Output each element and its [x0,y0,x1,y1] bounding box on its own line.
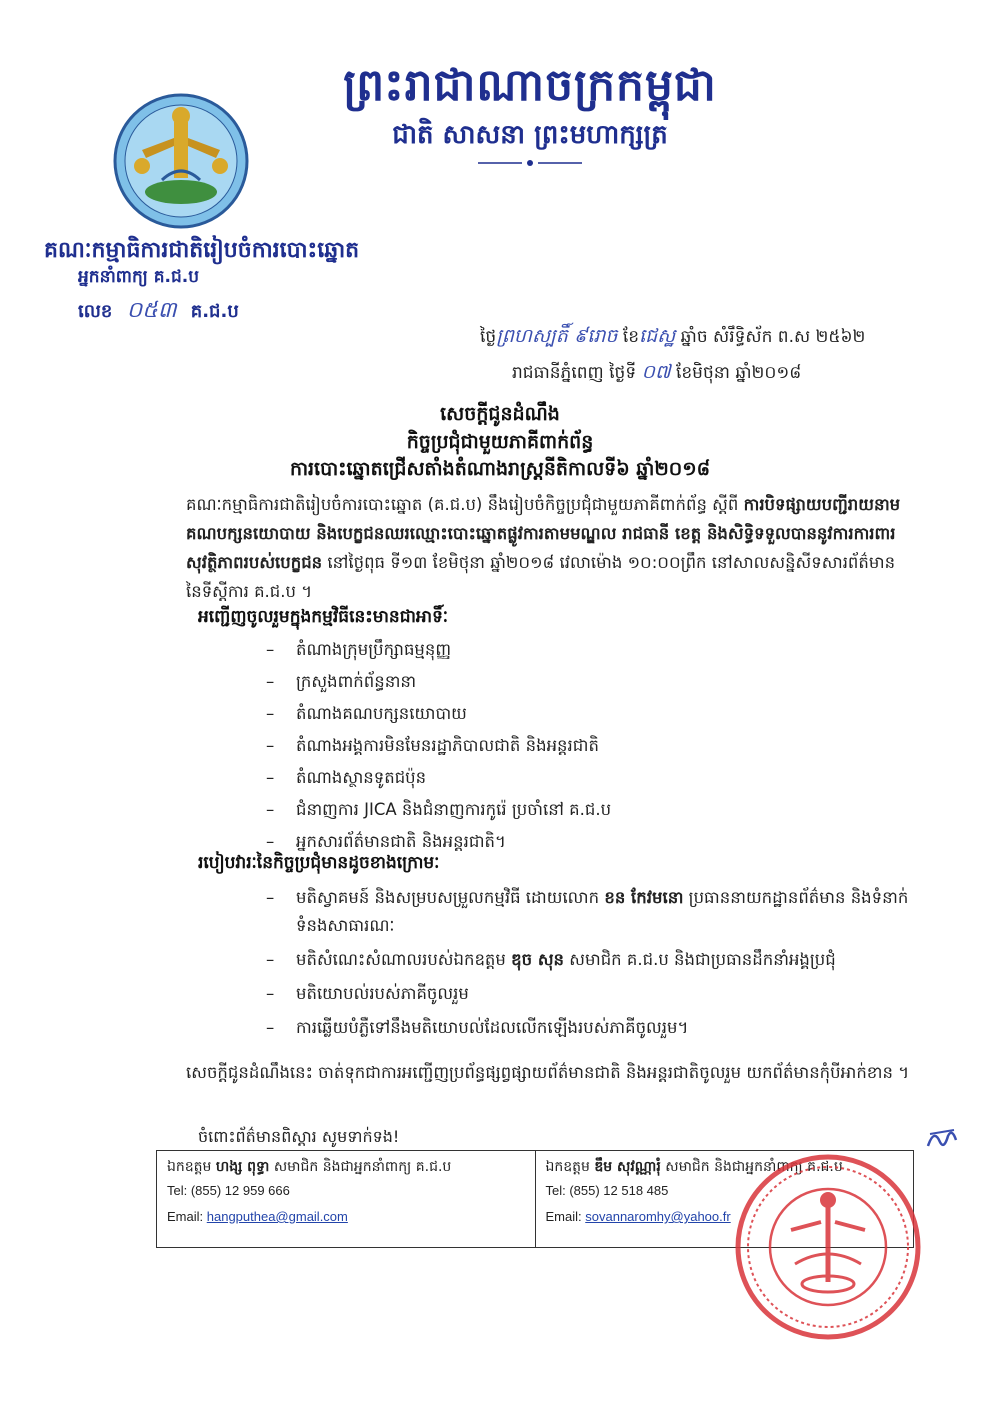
solar-prefix: រាជធានីភ្នំពេញ ថ្ងៃទី [512,363,637,383]
agenda-label: របៀបវារៈនៃកិច្ចប្រជុំមានដូចខាងក្រោមៈ [198,853,440,873]
list-item [266,946,926,974]
lunar-prefix: ថ្ងៃ [480,327,497,347]
lunar-day-handwritten: ព្រហស្បតិ៍ ៩រោច [496,325,618,347]
document-title: សេចក្តីជូនដំណឹង [440,403,560,425]
ref-prefix: លេខ [78,301,113,322]
list-item [266,884,926,940]
contact-name: ឌឹម សុវណ្ណារុំ [594,1159,661,1175]
solar-day-handwritten: ០៧ [641,361,671,383]
contact-email-link[interactable]: hangputhea@gmail.com [206,1209,348,1224]
lunar-month-label: ខែ [622,327,640,347]
contact-title: ឯកឧត្តម [167,1159,212,1175]
list-item: – តំណាងក្រុមប្រឹក្សាធម្មនុញ្ញ [266,638,906,670]
contact-role: សមាជិក និងជាអ្នកនាំពាក្យ គ.ជ.ប [665,1159,843,1175]
intro-text-a: គណៈកម្មាធិការជាតិរៀបចំការបោះឆ្នោត (គ.ជ.ប) នឹងរៀបចំកិច្ចប្រជុំជាមួយភាគីពាក់ព័ន្ធ ស្តីពី [186,495,739,514]
contact-email-line [167,1209,525,1235]
contact-role: សមាជិក និងជាអ្នកនាំពាក្យ គ.ជ.ប [273,1159,452,1175]
lunar-month-handwritten: ជេស្ឋ [639,325,676,347]
ref-suffix: គ.ជ.ប [190,301,239,322]
list-item: – អ្នកសារព័ត៌មានជាតិ និងអន្តរជាតិ។ [266,830,906,862]
contact-name-line [167,1157,525,1183]
email-label: Email: [167,1209,204,1224]
official-seal-icon [733,1152,923,1342]
invitees-label: អញ្ជើញចូលរួមក្នុងកម្មវិធីនេះមានជាអាទិ៍ៈ [198,607,449,627]
document-subtitle: កិច្ចប្រជុំជាមួយភាគីពាក់ព័ន្ធ [406,431,594,453]
lunar-year: ឆ្នាំច សំរឹទ្ធិស័ក ព.ស ២៥៦២ [680,327,866,347]
intro-text-c: នៅថ្ងៃពុធ ទី១៣ ខែមិថុនា ឆ្នាំ២០១៨ វេលាម៉ោង ១០:០០ព្រឹក នៅសាលសន្និសីទសារព័ត៌មាន នៃទីស្តីការ គ.ជ.ប ។ [186,553,896,601]
ornament-divider-icon [478,158,582,168]
kingdom-title: ព្រះរាជាណាចក្រកម្ពុជា [343,60,717,111]
contact-card [157,1151,535,1247]
agenda-person: ខន កែវមនោ [604,888,684,907]
intro-paragraph [186,490,916,606]
contact-email-link[interactable]: sovannaromhy@yahoo.fr [585,1209,731,1224]
list-item: – ជំនាញការ JICA និងជំនាញការកូរ៉េ ប្រចាំនៅ គ.ជ.ប [266,798,906,830]
list-item: – មតិយោបល់របស់ភាគីចូលរួម [266,980,926,1008]
lunar-date [480,324,865,352]
national-motto: ជាតិ សាសនា ព្រះមហាក្សត្រ [392,120,668,150]
agenda-person: ឌុច សុន [511,950,565,969]
organization-name: គណៈកម្មាធិការជាតិរៀបចំការបោះឆ្នោត [44,238,360,263]
signature-mark-icon [924,1124,960,1154]
agenda-text: សមាជិក គ.ជ.ប និងជាប្រធានដឹកនាំអង្គប្រជុំ [569,950,836,969]
contact-intro: ចំពោះព័ត៌មានពិស្តារ សូមទាក់ទង! [198,1127,400,1146]
solar-date [512,360,801,388]
agenda-text: មតិសំណេះសំណាលរបស់ឯកឧត្តម [296,950,506,969]
email-label: Email: [545,1209,582,1224]
list-item: – តំណាងស្ថានទូតជប៉ុន [266,766,906,798]
list-item: – តំណាងគណបក្សនយោបាយ [266,702,906,734]
contact-title: ឯកឧត្តម [545,1159,590,1175]
invitees-list [266,638,906,862]
list-item: – តំណាងអង្គការមិនមែនរដ្ឋាភិបាលជាតិ និងអន្តរជាតិ [266,734,906,766]
contact-name: ហង្ស ពុទ្ធា [215,1159,270,1175]
spokesperson-label: អ្នកនាំពាក្យ គ.ជ.ប [78,267,200,287]
closing-paragraph: សេចក្តីជូនដំណឹងនេះ ចាត់ទុកជាការអញ្ជើញប្រព័ន្ធផ្សព្វផ្សាយព័ត៌មានជាតិ និងអន្តរជាតិចូលរួម យកព័ត៌មានកុំបីអាក់ខាន ។ [186,1063,910,1082]
list-item: – ការឆ្លើយបំភ្លឺទៅនឹងមតិយោបល់ដែលលើកឡើងរបស់ភាគីចូលរួម។ [266,1014,926,1042]
contact-tel: Tel: (855) 12 959 666 [167,1183,290,1198]
agenda-list [266,884,926,1048]
document-subject: ការបោះឆ្នោតជ្រើសតាំងតំណាងរាស្ត្រនីតិកាលទី៦ ឆ្នាំ២០១៨ [289,458,711,480]
agenda-text: ប្រធាននាយកដ្ឋានព័ត៌មាន និងទំនាក់ទំនងសាធារណៈ [296,888,909,935]
reference-number [78,296,239,328]
contact-tel: Tel: (855) 12 518 485 [545,1183,669,1198]
ref-number-handwritten: ០៥៣ [126,298,177,323]
solar-suffix: ខែមិថុនា ឆ្នាំ២០១៨ [675,363,802,383]
list-item: – ក្រសួងពាក់ព័ន្ធនានា [266,670,906,702]
nec-emblem-icon [112,92,250,230]
agenda-text: មតិស្វាគមន៍ និងសម្របសម្រួលកម្មវិធី ដោយលោក [296,888,600,907]
intro-text-bold: ការបិទផ្សាយបញ្ជីរាយនាមគណបក្សនយោបាយ និងបេក្ខជនឈរឈ្មោះបោះឆ្នោតផ្លូវការតាមមណ្ឌល រាជធានី ខេត្ត និងសិទ្ធិទទួលបាននូវការការពារសុវត្ថិភាពរបស់បេក្ខជន [186,495,901,572]
